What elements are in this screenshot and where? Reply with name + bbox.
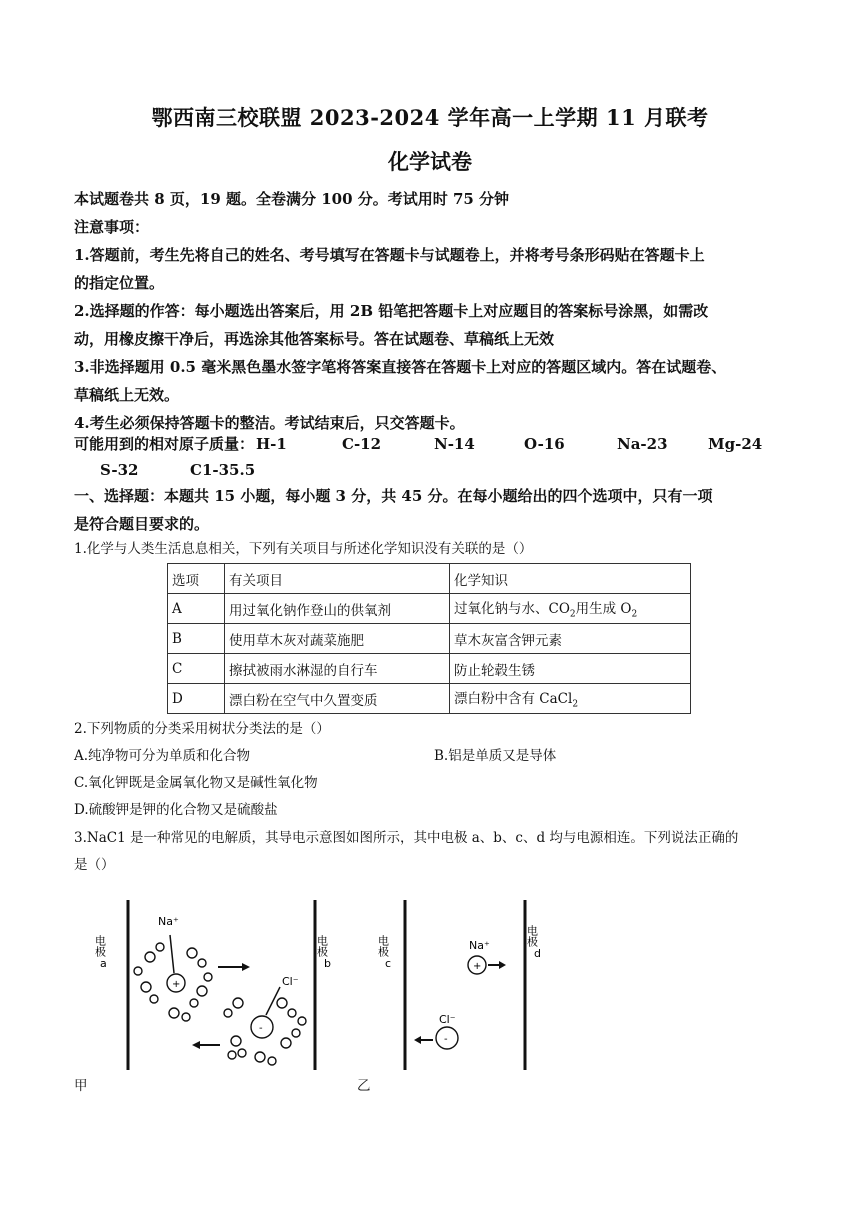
cl-ion-label: Cl⁻ — [282, 975, 299, 988]
mass-item: H-1 — [256, 435, 287, 453]
atomic-masses-row1 — [74, 430, 794, 458]
intro-line: 本试题卷共 8 页，19 题。全卷满分 100 分。考试用时 75 分钟 — [74, 190, 510, 208]
arrow-right-head — [499, 961, 506, 969]
notes-title: 注意事项： — [74, 218, 150, 236]
q2-option-b: B.铝是单质又是导体 — [434, 748, 557, 764]
question-2-stem: 2.下列物质的分类采用树状分类法的是（） — [74, 721, 330, 737]
table-header: 化学知识 — [450, 564, 691, 594]
electrode-c-letter: c — [385, 957, 392, 970]
exam-subject: 化学试卷 — [388, 149, 472, 174]
arrow-left-head — [414, 1036, 421, 1044]
section-heading-cont: 是符合题目要求的。 — [74, 515, 210, 533]
plus-sign: + — [172, 979, 181, 990]
plus-sign: + — [473, 961, 482, 972]
q2-option-c: C.氧化钾既是金属氧化物又是碱性氧化物 — [74, 775, 318, 791]
question-1-stem: 1.化学与人类生活息息相关，下列有关项目与所述化学知识没有关联的是（） — [74, 541, 533, 557]
electrode-d-letter: d — [534, 947, 541, 960]
table-cell: C — [168, 654, 225, 684]
note-3b: 草稿纸上无效。 — [74, 386, 180, 404]
table-row — [168, 684, 691, 714]
table-header-row — [168, 564, 691, 594]
mass-item: Mg-24 — [708, 435, 763, 453]
question-1-table — [167, 563, 691, 714]
cl-ion-hydrated — [224, 998, 306, 1065]
mass-item: O-16 — [524, 435, 565, 453]
table-row — [168, 624, 691, 654]
electrode-d-label: 电极 — [525, 925, 539, 947]
figure-label-yi: 乙 — [357, 1078, 371, 1094]
question-3-stem-cont: 是（） — [74, 857, 115, 873]
table-cell: 用过氧化钠作登山的供氧剂 — [225, 594, 450, 624]
mass-item: N-14 — [434, 435, 475, 453]
mass-item: C-12 — [342, 435, 382, 453]
electrode-a-letter: a — [100, 957, 107, 970]
mass-item: C1-35.5 — [190, 461, 256, 479]
mass-item: Na-23 — [617, 435, 668, 453]
figure-jia-diagram — [90, 895, 360, 1075]
electrode-a-label: 电极 — [93, 935, 107, 957]
figure-yi-diagram — [375, 895, 575, 1075]
question-3-stem: 3.NaC1 是一种常见的电解质，其导电示意图如图所示，其中电极 a、b、c、d 均与电源相连。下列说法正确的 — [74, 830, 739, 846]
table-cell: 擦拭被雨水淋湿的自行车 — [225, 654, 450, 684]
electrode-b-letter: b — [324, 957, 331, 970]
table-cell: D — [168, 684, 225, 714]
table-cell: 草木灰富含钾元素 — [450, 624, 691, 654]
na-ion-label: Na⁺ — [158, 915, 179, 928]
minus-sign: - — [259, 1023, 263, 1034]
electrode-b-label: 电极 — [315, 935, 329, 957]
na-dipole-line — [170, 935, 174, 973]
table-row — [168, 594, 691, 624]
note-2b: 动，用橡皮擦干净后，再选涂其他答案标号。答在试题卷、草稿纸上无效 — [74, 330, 555, 348]
table-header: 选项 — [168, 564, 225, 594]
table-cell: 漂白粉在空气中久置变质 — [225, 684, 450, 714]
note-3a: 3.非选择题用 0.5 毫米黑色墨水签字笔将答案直接答在答题卡上对应的答题区域内。答在试题卷、 — [74, 358, 727, 376]
cl-ion-label: Cl⁻ — [439, 1013, 456, 1026]
mass-item: S-32 — [100, 461, 139, 479]
note-1b: 的指定位置。 — [74, 274, 165, 292]
q2-option-a: A.纯净物可分为单质和化合物 — [74, 748, 251, 764]
table-cell: 防止轮毂生锈 — [450, 654, 691, 684]
table-cell: 使用草木灰对蔬菜施肥 — [225, 624, 450, 654]
q2-option-d: D.硫酸钾是钾的化合物又是硫酸盐 — [74, 802, 278, 818]
table-cell: 过氧化钠与水、$CO_2$用生成 $O_2$ — [450, 594, 691, 624]
electrode-c-label: 电极 — [376, 935, 390, 957]
note-2a: 2.选择题的作答：每小题选出答案后，用 2B 铅笔把答题卡上对应题目的答案标号涂黑，如需改 — [74, 302, 709, 320]
atomic-masses-label: 可能用到的相对原子质量： — [74, 435, 255, 453]
arrow-right-head — [242, 963, 250, 971]
note-1a: 1.答题前，考生先将自己的姓名、考号填写在答题卡与试题卷上，并将考号条形码贴在答题卡上 — [74, 246, 705, 264]
section-heading: 一、选择题：本题共 15 小题，每小题 3 分，共 45 分。在每小题给出的四个选项中，只有一项 — [74, 487, 713, 505]
na-ion-label: Na⁺ — [469, 939, 490, 952]
table-header: 有关项目 — [225, 564, 450, 594]
table-row — [168, 654, 691, 684]
note-4: 4.考生必须保持答题卡的整洁。考试结束后，只交答题卡。 — [74, 414, 465, 432]
figure-label-jia: 甲 — [74, 1078, 88, 1094]
table-cell: B — [168, 624, 225, 654]
arrow-left-head — [192, 1041, 200, 1049]
table-cell: A — [168, 594, 225, 624]
minus-sign: - — [444, 1034, 448, 1045]
table-cell: 漂白粉中含有 CaCl$_2$ — [450, 684, 691, 714]
exam-title: 鄂西南三校联盟 2023-2024 学年高一上学期 11 月联考 — [151, 105, 709, 130]
